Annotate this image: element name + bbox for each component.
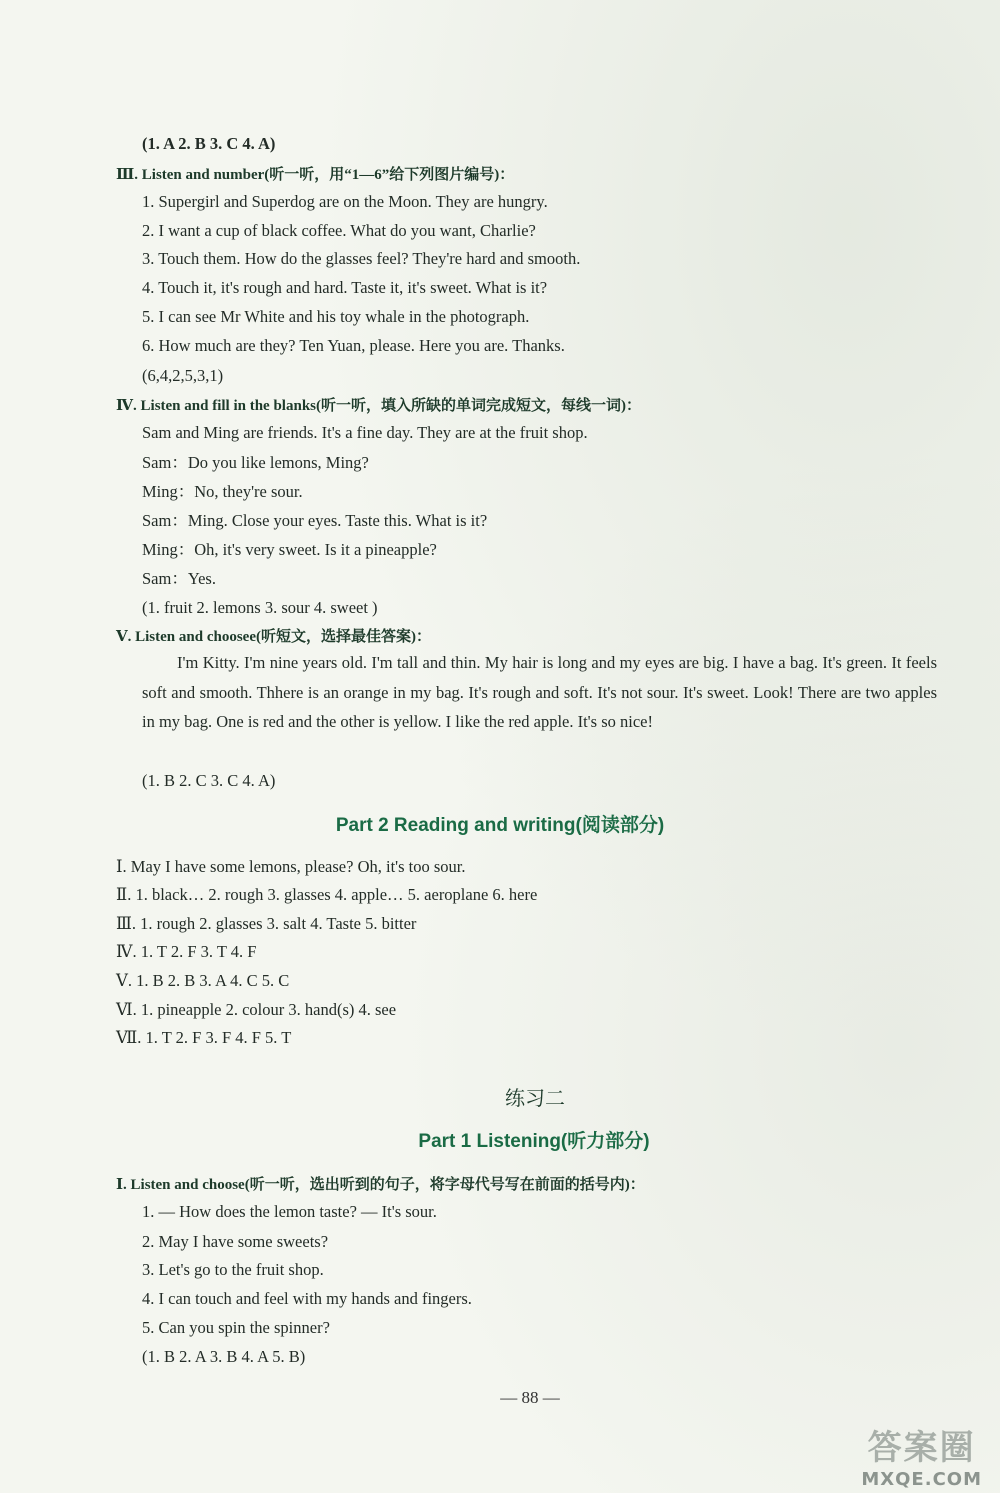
listen-choose-answers: (1. B 2. C 3. C 4. A): [142, 771, 276, 790]
listen-choose-heading: Ⅴ. Listen and choosee(听短文，选择最佳答案)：: [116, 629, 431, 645]
answer-line: Ⅶ. 1. T 2. F 3. F 4. F 5. T: [116, 1028, 292, 1047]
exercise2-part1-heading: Part 1 Listening(听力部分): [418, 1131, 650, 1152]
listen-number-answers: (6,4,2,5,3,1): [142, 366, 224, 385]
list-item: 4. I can touch and feel with my hands and fingers.: [142, 1289, 472, 1308]
dialogue-line: Sam：Ming. Close your eyes. Taste this. What is it?: [142, 511, 488, 530]
list-item: 3. Let's go to the fruit shop.: [142, 1260, 324, 1279]
watermark-url: MXQE.COM: [861, 1469, 982, 1490]
watermark-logo: [861, 1420, 982, 1490]
exercise2-answers: (1. B 2. A 3. B 4. A 5. B): [142, 1347, 306, 1366]
exercise2-title: 练习二: [505, 1086, 565, 1110]
list-item: 6. How much are they? Ten Yuan, please. Here you are. Thanks.: [142, 336, 565, 355]
list-item: 3. Touch them. How do the glasses feel? They're hard and smooth.: [142, 249, 581, 268]
answer-line: Ⅱ. 1. black… 2. rough 3. glasses 4. apple… 5. aeroplane 6. here: [116, 885, 538, 904]
page-number: — 88 —: [500, 1388, 560, 1407]
watermark-text: 答案圈: [867, 1428, 976, 1468]
answer-line: Ⅳ. 1. T 2. F 3. T 4. F: [116, 942, 257, 961]
dialogue-line: Sam：Do you like lemons, Ming?: [142, 453, 369, 472]
list-item: 2. I want a cup of black coffee. What do you want, Charlie?: [142, 221, 536, 240]
exercise2-listen-heading: Ⅰ. Listen and choose(听一听，选出听到的句子，将字母代号写在前面的括号内)：: [116, 1177, 645, 1193]
listen-number-heading: Ⅲ. Listen and number(听一听，用“1—6”给下列图片编号)：: [116, 167, 515, 183]
list-item: 1. Supergirl and Superdog are on the Moon. They are hungry.: [142, 192, 548, 211]
part2-heading: Part 2 Reading and writing(阅读部分): [335, 815, 665, 836]
list-item: 5. Can you spin the spinner?: [142, 1318, 330, 1337]
list-item: 5. I can see Mr White and his toy whale in the photograph.: [142, 307, 530, 326]
dialogue-line: Ming：Oh, it's very sweet. Is it a pineapple?: [142, 540, 437, 559]
answer-line: Ⅵ. 1. pineapple 2. colour 3. hand(s) 4. see: [116, 1000, 397, 1019]
list-item: 2. May I have some sweets?: [142, 1232, 329, 1251]
answer-line: Ⅲ. 1. rough 2. glasses 3. salt 4. Taste 5. bitter: [116, 914, 417, 933]
answer-line: Ⅰ. May I have some lemons, please? Oh, it's too sour.: [116, 857, 466, 876]
list-item: 1. — How does the lemon taste? — It's sour.: [142, 1202, 437, 1221]
answer-line: Ⅴ. 1. B 2. B 3. A 4. C 5. C: [116, 971, 290, 990]
dialogue-line: Ming：No, they're sour.: [142, 482, 303, 501]
fill-blanks-heading: Ⅳ. Listen and fill in the blanks(听一听，填入所缺的单词完成短文，每线一词)：: [116, 398, 641, 414]
dialogue-line: Sam and Ming are friends. It's a fine day. They are at the fruit shop.: [142, 423, 588, 442]
fill-blanks-answers: (1. fruit 2. lemons 3. sour 4. sweet ): [142, 598, 378, 617]
prev-answers: (1. A 2. B 3. C 4. A): [142, 134, 276, 153]
dialogue-line: Sam：Yes.: [142, 569, 216, 588]
list-item: 4. Touch it, it's rough and hard. Taste it, it's sweet. What is it?: [142, 278, 548, 297]
kitty-passage: I'm Kitty. I'm nine years old. I'm tall and thin. My hair is long and my eyes are big. I have a bag. It's green. It feels soft and smooth. Thhere is an orange in my bag. It's rough and soft. It's not sour. It's sweet. Look! There are two apples in my bag. One is red and the other is yellow. I like the red apple. It's so nice!: [142, 653, 937, 731]
